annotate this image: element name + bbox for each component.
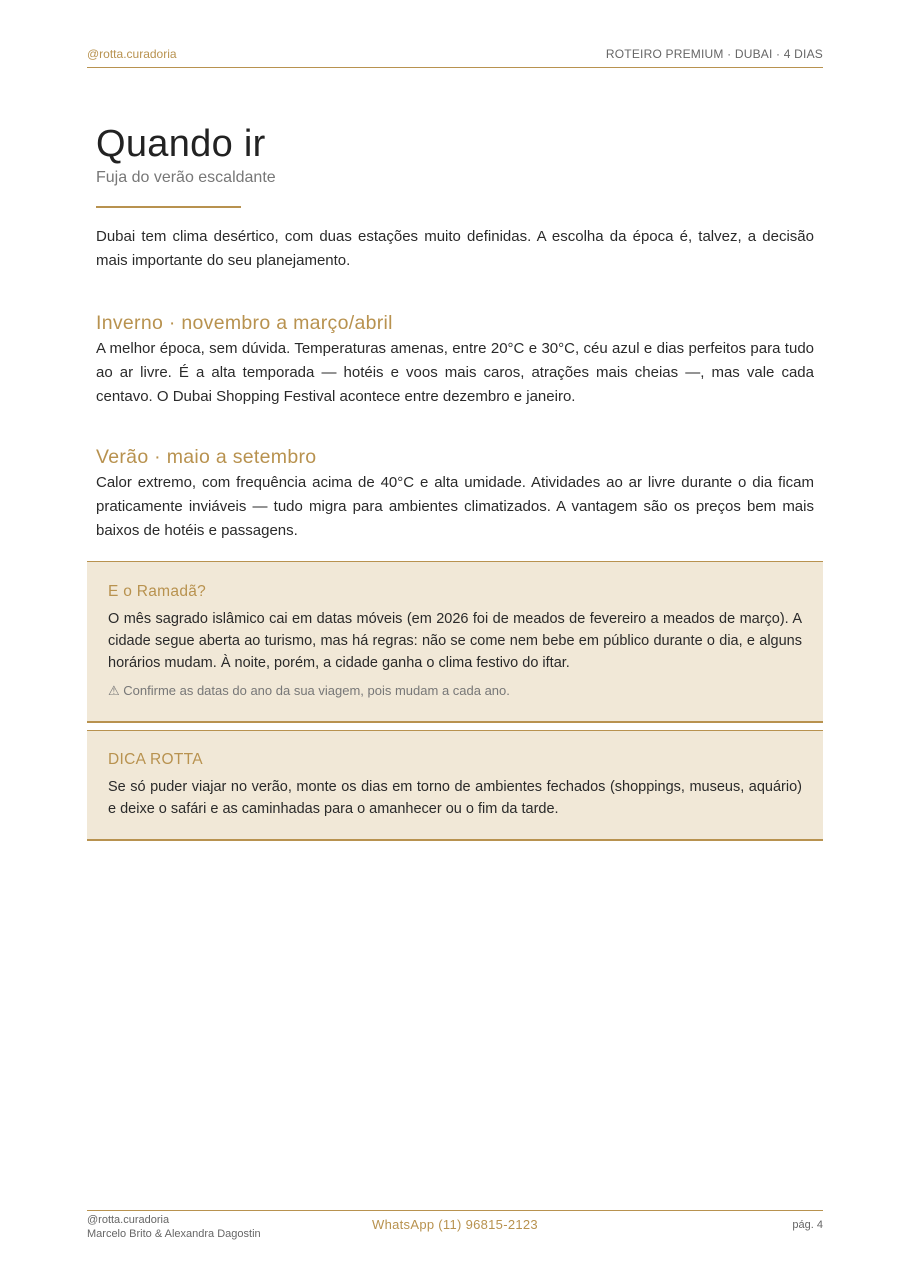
section-title-summer: Verão · maio a setembro [96, 446, 317, 468]
page-footer [87, 1210, 823, 1251]
page-subtitle: Fuja do verão escaldante [96, 169, 276, 186]
dica-callout-title: DICA ROTTA [108, 751, 203, 768]
dica-callout [87, 730, 823, 841]
ramada-callout-text: O mês sagrado islâmico cai em datas móveis (em 2026 foi de meados de fevereiro a meados de março). A cidade segue aberta ao turismo, mas há regras: não se come nem bebe em público durante o dia, e alguns horários mudam. À noite, porém, a cidade ganha o clima festivo do iftar. [108, 611, 802, 671]
section-summer [96, 444, 814, 543]
footer-handle: @rotta.curadoria [87, 1214, 170, 1226]
footer-whatsapp-contact: WhatsApp (11) 96815-2123 [372, 1217, 538, 1232]
header-handle: @rotta.curadoria [87, 47, 177, 61]
page-header [87, 46, 823, 68]
header-doc-label: ROTEIRO PREMIUM · DUBAI · 4 DIAS [605, 47, 823, 61]
section-text-summer: Calor extremo, com frequência acima de 40°C e alta umidade. Atividades ao ar livre durante o dia ficam praticamente inviáveis — tudo migra para ambientes climatizados. A vantagem são os preços bem mais baixos de hotéis e passagens. [96, 474, 814, 539]
dica-callout-text: Se só puder viajar no verão, monte os dias em torno de ambientes fechados (shoppings, museus, aquário) e deixe o safári e as caminhadas para o amanhecer ou o fim da tarde. [108, 779, 802, 817]
intro-paragraph: Dubai tem clima desértico, com duas estações muito definidas. A escolha da época é, talvez, a decisão mais importante do seu planejamento. [96, 228, 814, 269]
main-content [96, 120, 814, 543]
ramada-callout [87, 561, 823, 723]
section-text-winter: A melhor época, sem dúvida. Temperaturas amenas, entre 20°C e 30°C, céu azul e dias perfeitos para tudo ao ar livre. É a alta temporada — hotéis e voos mais caros, atrações mais cheias —, mas vale cada centavo. O Dubai Shopping Festival acontece entre dezembro e janeiro. [96, 340, 814, 405]
ramada-callout-title: E o Ramadã? [108, 583, 207, 600]
footer-page-number: pág. 4 [792, 1219, 823, 1231]
section-title-winter: Inverno · novembro a março/abril [96, 312, 393, 334]
ramada-warning-note: ⚠ Confirme as datas do ano da sua viagem, pois mudam a cada ano. [108, 683, 510, 698]
title-divider [96, 206, 241, 208]
footer-authors: Marcelo Brito & Alexandra Dagostin [87, 1228, 261, 1240]
section-winter [96, 310, 814, 409]
page-title: Quando ir [96, 123, 266, 165]
